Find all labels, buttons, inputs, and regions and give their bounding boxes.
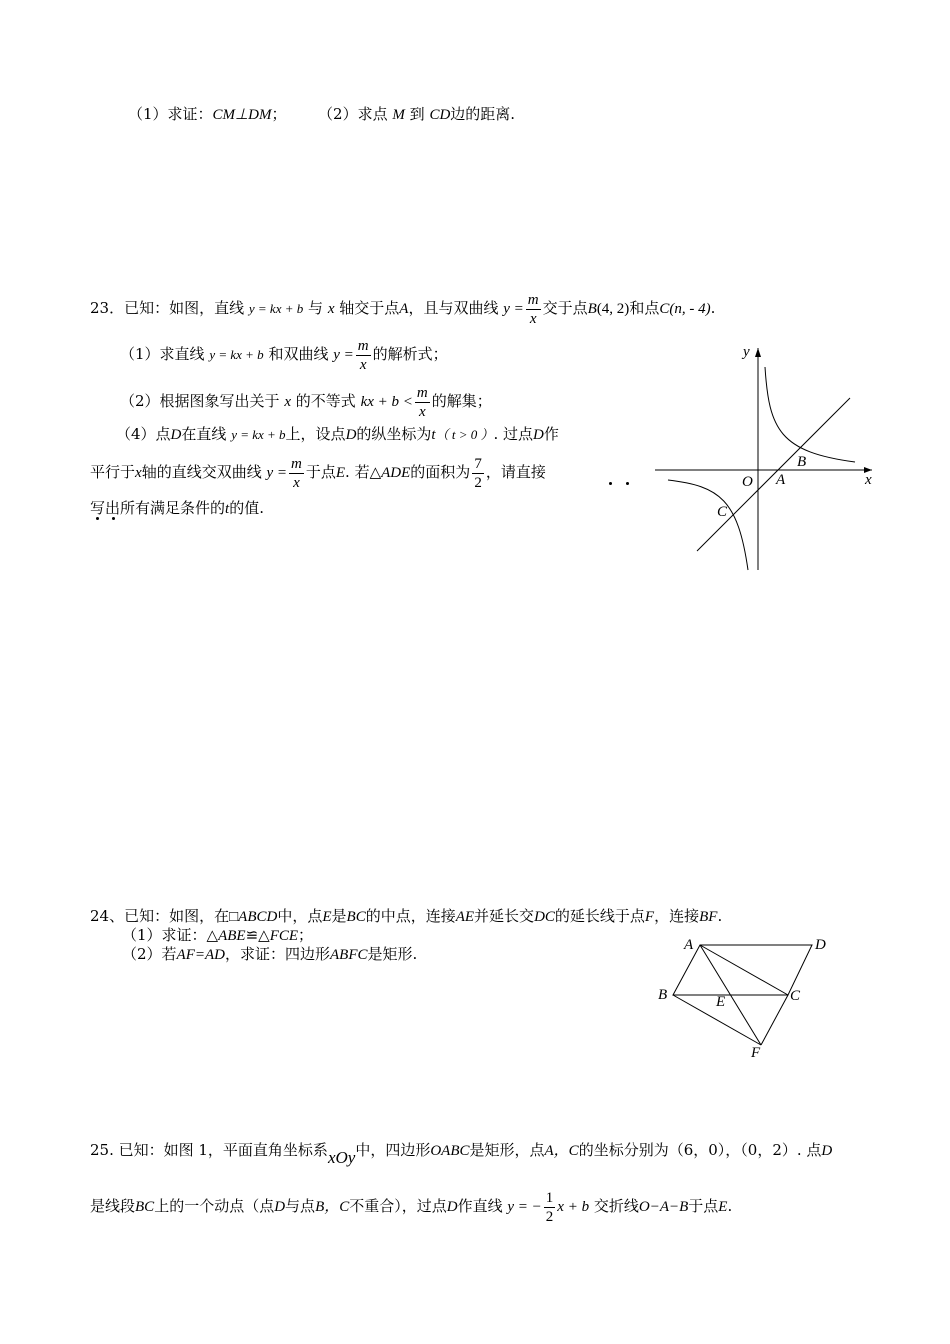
q25-e: E xyxy=(718,1199,728,1215)
q23-graph xyxy=(650,340,890,580)
q23-t2: 轴交于点 xyxy=(339,299,400,317)
q25-t2: 是矩形，点 xyxy=(469,1141,545,1159)
q23-p1-b: 和双曲线 xyxy=(268,345,329,363)
q23-p4-frac xyxy=(289,455,304,492)
q25-frac-2: 2 xyxy=(545,1208,554,1225)
q23-p1-frac-x: x xyxy=(359,356,367,373)
q23-frac-x: x xyxy=(529,310,537,327)
q22-part1-math: CM⊥DM xyxy=(212,107,272,123)
q23-p4-7: 7 xyxy=(474,455,482,472)
q23-p4-frac-m: m xyxy=(291,455,302,472)
emphasis-dot xyxy=(609,482,612,485)
q24-part2 xyxy=(122,944,417,965)
q23-hyperbola-lhs: y = xyxy=(503,301,524,317)
segment-ac xyxy=(700,945,788,995)
q23-p1-frac xyxy=(356,337,371,374)
q23-t5: 和点 xyxy=(629,299,660,317)
q22-part1-label: （1）求证： xyxy=(128,105,213,123)
q24-t6: ，连接 xyxy=(654,907,700,925)
label-b: B xyxy=(797,454,807,470)
q23-p1-c: 的解析式； xyxy=(372,345,448,363)
q23-p4-t2: t xyxy=(225,501,230,517)
q23-p2-frac-m: m xyxy=(416,384,428,401)
q24-parallelogram: □ABCD xyxy=(229,909,278,925)
q23-point-c: C xyxy=(659,301,670,317)
q23-line-eq: y = kx + b xyxy=(248,301,304,316)
q25-l2-c: 与点 xyxy=(285,1197,316,1215)
q25-oabc: OABC xyxy=(430,1143,470,1159)
q23-p2-b: 的不等式 xyxy=(295,392,356,410)
q23-c-coord: (n, - 4) xyxy=(669,301,711,317)
label-a: A xyxy=(684,937,694,953)
q22-point-m: M xyxy=(392,107,405,123)
q24-t4: 并延长交 xyxy=(474,907,535,925)
q24-bc: BC xyxy=(346,909,366,925)
q25-eq-rhs: x + b xyxy=(557,1199,590,1215)
q23-point-a: A xyxy=(399,301,409,317)
label-c: C xyxy=(790,988,801,1004)
q23-stem xyxy=(90,288,715,329)
line-ykxb xyxy=(697,398,850,551)
q25-l2-e: 作直线 xyxy=(457,1197,503,1215)
q25-l2-g: 于点 xyxy=(688,1197,719,1215)
q23-p4-dd: 的纵坐标为 xyxy=(356,425,432,443)
q25-eq-frac xyxy=(544,1189,556,1226)
q25-end: . xyxy=(727,1197,733,1215)
emphasis-dot xyxy=(96,517,99,520)
q23-x: x xyxy=(327,301,335,317)
label-x: x xyxy=(865,472,872,488)
q23-p4-line-eq: y = kx + b xyxy=(231,427,286,442)
q23-p4-d3: D xyxy=(533,427,544,443)
q25-eq-lhs: y = − xyxy=(507,1199,542,1215)
q22-segment-cd: CD xyxy=(429,107,451,123)
q24-p2-d: ABFC xyxy=(330,947,368,963)
q23-p4-b: 在直线 xyxy=(181,425,227,443)
q25-l2-d: D xyxy=(274,1199,286,1215)
q25-l2-a: 是线段 xyxy=(90,1197,136,1215)
q23-part1 xyxy=(120,334,448,375)
q22-part2-mid: 到 xyxy=(409,105,425,123)
q25-frac-1: 1 xyxy=(545,1189,554,1206)
q22-part2-label: （2）求点 xyxy=(318,105,388,123)
q25-t3: 的坐标分别为（6，0），（0，2）. 点 xyxy=(578,1141,822,1159)
q23-part4-line3 xyxy=(90,498,264,519)
q23-p4-2: 2 xyxy=(474,474,482,491)
q23-p4-e: . 过点 xyxy=(493,425,534,443)
q22-parts xyxy=(128,104,515,125)
q25-ac: A，C xyxy=(544,1143,579,1159)
q25-line1 xyxy=(90,1130,832,1171)
q24-t5: 的延长线于点 xyxy=(554,907,645,925)
q23-p2-frac xyxy=(415,384,430,421)
q23-p1-a: （1）求直线 xyxy=(120,345,205,363)
q24-p1-a: （1）求证：△ xyxy=(122,926,219,944)
q23-p4-x: x xyxy=(135,465,142,481)
q24-number: 24、已知：如图，在 xyxy=(90,907,230,925)
q25-l2-bc: B，C xyxy=(315,1199,350,1215)
q23-hyperbola-frac xyxy=(526,291,541,328)
q23-p4-l: ，请直接 xyxy=(485,463,546,481)
q24-stem xyxy=(90,906,722,927)
q24-dc: DC xyxy=(534,909,555,925)
q23-p4-k: 的面积为 xyxy=(410,463,471,481)
q23-p4-h: 轴的直线交双曲线 xyxy=(141,463,262,481)
q23-part4-line2 xyxy=(90,452,546,493)
q23-p1-line-eq: y = kx + b xyxy=(209,347,264,362)
q24-t3: 的中点，连接 xyxy=(365,907,456,925)
q23-p4-hyp-lhs: y = xyxy=(266,465,288,481)
q23-p2-c: 的解集； xyxy=(431,392,492,410)
q23-p4-f: 作 xyxy=(543,425,559,443)
q25-number: 25. 已知：如图 1，平面直角坐标系 xyxy=(90,1141,328,1159)
label-y: y xyxy=(743,344,750,360)
q23-p4-t: t xyxy=(431,427,436,443)
q23-p4-pt-e: E xyxy=(335,465,346,481)
emphasis-dot xyxy=(626,482,629,485)
q24-figure xyxy=(650,930,840,1065)
q25-t1: 中，四边形 xyxy=(355,1141,431,1159)
q23-p4-cond: （ t > 0 ） xyxy=(435,427,494,442)
q24-t2: 是 xyxy=(331,907,347,925)
q25-line2 xyxy=(90,1186,732,1227)
hyperbola-branch-1 xyxy=(765,367,855,462)
q23-p4-g: 平行于 xyxy=(90,463,136,481)
segment-cf xyxy=(761,995,788,1045)
q25-xoy: xOy xyxy=(327,1148,356,1167)
q25-d: D xyxy=(821,1143,833,1159)
q23-p4-j: . 若△ xyxy=(345,463,382,481)
label-c: C xyxy=(717,504,728,520)
q23-p4-n: 的值. xyxy=(229,499,264,517)
label-b: B xyxy=(658,987,668,1003)
q23-t3: ，且与双曲线 xyxy=(408,299,499,317)
q24-p1-b: ABE xyxy=(218,928,246,944)
q23-p2-x: x xyxy=(284,394,291,410)
q25-l2-f: 交折线 xyxy=(593,1197,639,1215)
q24-bf: BF xyxy=(699,909,718,925)
hyperbola-branch-2 xyxy=(668,480,748,570)
q23-t4: 交于点 xyxy=(542,299,588,317)
q24-e: E xyxy=(322,909,332,925)
q24-f: F xyxy=(644,909,655,925)
q25-l2-dd: 不重合），过点 xyxy=(349,1197,447,1215)
q25-bc: BC xyxy=(135,1199,155,1215)
q23-number: 23．已知：如图，直线 xyxy=(90,299,245,317)
label-a: A xyxy=(776,472,786,488)
q23-p4-d2: D xyxy=(345,427,357,443)
q23-p1-frac-m: m xyxy=(357,337,369,354)
q24-p1-d: FCE xyxy=(269,928,299,944)
q24-p1-e: ； xyxy=(298,926,314,944)
q23-part4-line1 xyxy=(116,424,559,445)
q25-l2-b: 上的一个动点（点 xyxy=(154,1197,275,1215)
q23-p4-ade: ADE xyxy=(381,465,411,481)
q24-p1-c: ≌△ xyxy=(245,926,270,944)
q23-b-coord: (4, 2) xyxy=(596,301,630,317)
label-f: F xyxy=(751,1045,761,1061)
q24-t1: 中，点 xyxy=(277,907,323,925)
label-d: D xyxy=(815,937,826,953)
q24-end: . xyxy=(717,907,723,925)
q24-p2-a: （2）若 xyxy=(122,945,177,963)
q23-p1-hyp-lhs: y = xyxy=(333,347,354,363)
q23-p4-m: 写出所有满足条件的 xyxy=(90,499,226,517)
q23-t1: 与 xyxy=(308,299,324,317)
q24-p2-c: ，求证：四边形 xyxy=(225,945,331,963)
label-e: E xyxy=(716,994,726,1010)
label-o: O xyxy=(742,474,753,490)
q23-p2-ineq: kx + b < xyxy=(360,394,413,410)
q24-part1 xyxy=(122,925,313,946)
q24-ae: AE xyxy=(455,909,475,925)
q23-point-b: B xyxy=(587,301,597,317)
q25-path: O−A−B xyxy=(638,1199,689,1215)
q22-part2-end: 边的距离. xyxy=(450,105,516,123)
q23-end: . xyxy=(710,299,716,317)
q23-p4-frac-x: x xyxy=(293,474,300,491)
q23-p4-c: 上，设点 xyxy=(285,425,346,443)
q23-p4-d: D xyxy=(170,427,182,443)
y-axis-arrow xyxy=(755,348,761,357)
q23-p2-a: （2）根据图象写出关于 xyxy=(120,392,280,410)
q23-p2-frac-x: x xyxy=(418,403,426,420)
q24-p2-b: AF=AD xyxy=(176,947,225,963)
q23-p4-i: 于点 xyxy=(305,463,336,481)
q25-l2-d2: D xyxy=(446,1199,458,1215)
q23-part2 xyxy=(120,381,492,422)
q23-frac-m: m xyxy=(527,291,539,308)
q22-part1-end: ； xyxy=(271,105,287,123)
q24-p2-e: 是矩形. xyxy=(367,945,418,963)
emphasis-dot xyxy=(112,517,115,520)
q23-p4-area-frac xyxy=(472,455,484,492)
q23-p4-a: （4）点 xyxy=(116,425,171,443)
